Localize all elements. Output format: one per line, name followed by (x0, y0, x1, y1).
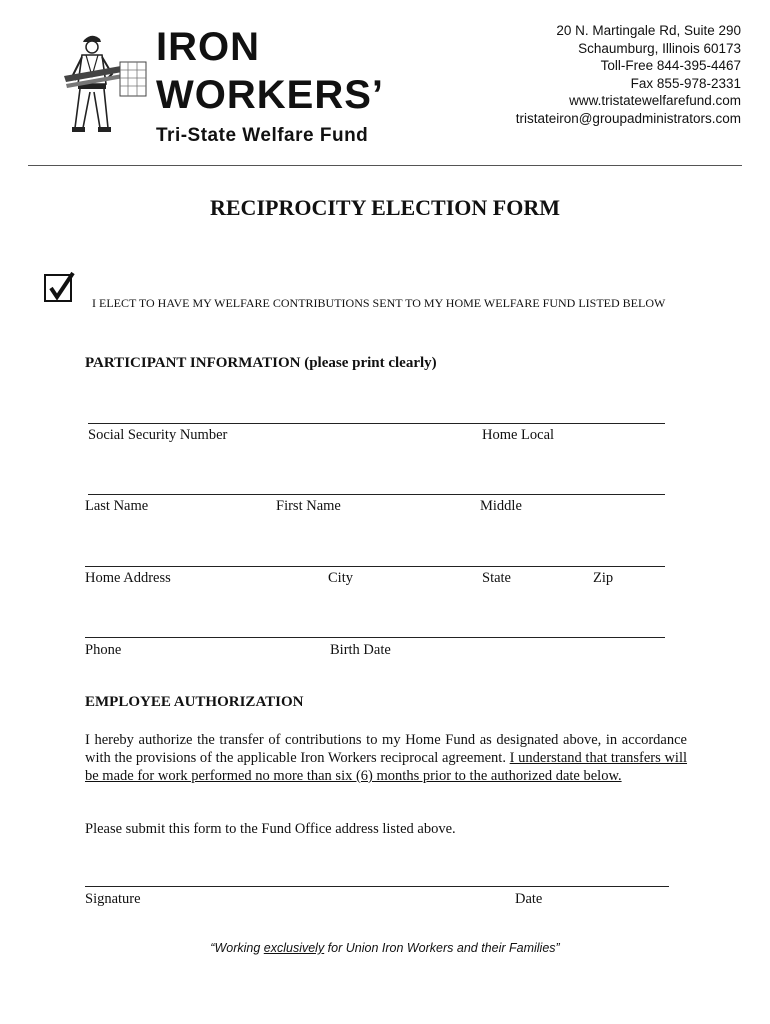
ssn-label: Social Security Number (88, 427, 228, 443)
last-name-label: Last Name (85, 498, 149, 514)
address-line: 20 N. Martingale Rd, Suite 290 (556, 23, 741, 38)
logo-fund-name: Tri-State Welfare Fund (156, 125, 369, 146)
tagline-close: for Union Iron Workers and their Families” (324, 941, 560, 955)
first-name-label: First Name (276, 498, 341, 514)
submit-instructions: Please submit this form to the Fund Office address listed above. (85, 821, 456, 837)
fax-number: Fax 855-978-2331 (630, 75, 741, 91)
date-label: Date (515, 891, 543, 907)
logo-workers-text: WORKERS’ (156, 73, 384, 117)
fund-address-block (516, 22, 741, 127)
name-line[interactable] (88, 494, 665, 495)
footer-tagline (0, 940, 770, 956)
authorization-text: I hereby authorize the transfer of contributions to my Home Fund as designated above, in accordance with the provisions of the applicable Iron Workers reciprocal agreement. (85, 732, 687, 766)
ironworker-logo-figure (62, 32, 152, 136)
phone-label: Phone (85, 642, 122, 658)
header-divider (28, 165, 742, 166)
authorization-underlined-text: I understand that transfers will be made for work performed no more than six (6) months prior to the authorized date below. (85, 750, 688, 784)
phone-birthdate-line[interactable] (85, 637, 665, 638)
middle-name-label: Middle (480, 498, 522, 514)
tagline-emphasis: exclusively (263, 941, 325, 955)
ssn-home-local-line[interactable] (88, 423, 665, 424)
election-checkbox[interactable] (44, 274, 72, 302)
address-line: Schaumburg, Illinois 60173 (578, 40, 741, 56)
form-title: RECIPROCITY ELECTION FORM (210, 195, 560, 220)
state-label: State (482, 570, 511, 586)
city-label: City (328, 570, 353, 586)
home-address-label: Home Address (85, 570, 171, 586)
toll-free-phone: Toll-Free 844-395-4467 (600, 58, 741, 73)
logo-iron-text: IRON (156, 25, 260, 69)
email-link[interactable]: tristateiron@groupadministrators.com (515, 110, 741, 126)
signature-label: Signature (85, 891, 141, 907)
signature-date-line[interactable] (85, 886, 669, 887)
authorization-paragraph (85, 731, 687, 785)
tagline-open: “Working (210, 941, 264, 955)
checkmark-icon (44, 270, 78, 304)
birth-date-label: Birth Date (330, 642, 391, 658)
zip-label: Zip (593, 570, 614, 586)
home-local-label: Home Local (482, 427, 555, 443)
website-link[interactable]: www.tristatewelfarefund.com (569, 93, 741, 108)
employee-authorization-heading: EMPLOYEE AUTHORIZATION (85, 694, 304, 710)
participant-info-heading: PARTICIPANT INFORMATION (please print clearly) (85, 355, 437, 371)
address-line[interactable] (85, 566, 665, 567)
election-statement: I ELECT TO HAVE MY WELFARE CONTRIBUTIONS SENT TO MY HOME WELFARE FUND LISTED BELOW (92, 296, 666, 310)
